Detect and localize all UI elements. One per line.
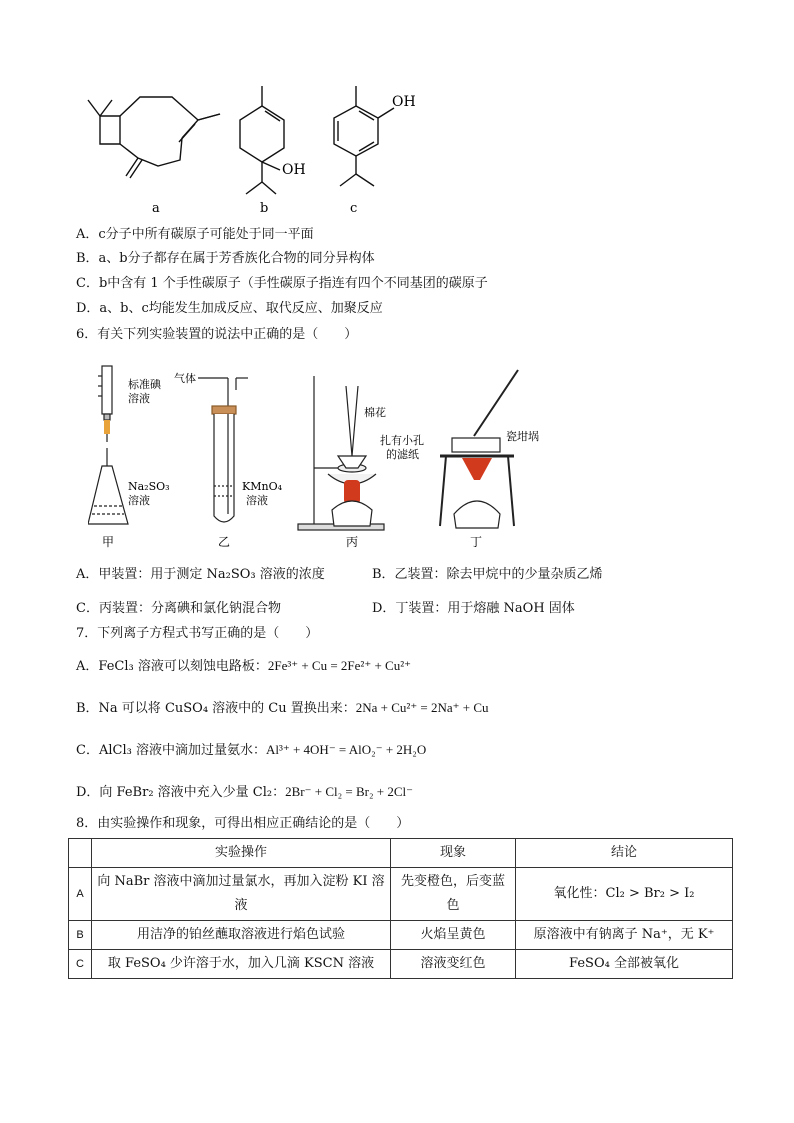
q5-option-d: D．a、b、c均能发生加成反应、取代反应、加聚反应 [76,301,383,316]
molecule-c [334,86,394,186]
row-label: A [69,868,92,921]
q7-option-c [76,741,426,760]
q7-option-d-text: D．向 FeBr₂ 溶液中充入少量 Cl₂： [76,785,286,800]
q6-option-d: D．丁装置：用于熔融 NaOH 固体 [372,601,575,616]
q7-option-b-text: B．Na 可以将 CuSO₄ 溶液中的 Cu 置换出来： [76,701,356,716]
q7-stem: 7．下列离子方程式书写正确的是（ ） [76,626,319,641]
row-phenomenon: 先变橙色，后变蓝色 [391,868,516,921]
q7-option-d-equation: 2Br⁻ + Cl₂ = Br₂ + 2Cl⁻ [285,784,413,799]
molecule-b [240,86,284,194]
q6-option-c: C．丙装置：分离碘和氯化钠混合物 [76,601,281,616]
q8-stem: 8．由实验操作和现象，可得出相应正确结论的是（ ） [76,816,410,831]
row-conclusion: 氧化性：Cl₂ > Br₂ > I₂ [516,868,733,921]
table-row [69,921,733,950]
jia-flask-label2: 溶液 [128,494,150,507]
q5-structures-figure [70,80,430,220]
apparatus-yi [198,378,248,522]
header-phenomenon: 现象 [391,839,516,868]
q7-option-b-equation: 2Na + Cu²⁺ = 2Na⁺ + Cu [355,700,489,715]
q6-apparatus-figure [88,356,548,552]
row-operation: 取 FeSO₄ 少许溶于水，加入几滴 KSCN 溶液 [92,950,391,979]
caption-ding: 丁 [470,535,483,549]
header-label [69,839,92,868]
oh-label-c: OH [392,94,416,110]
row-phenomenon: 火焰呈黄色 [391,921,516,950]
apparatus-ding [440,370,518,528]
jia-flask-label1: Na₂SO₃ [128,480,170,493]
label-c: c [350,201,358,216]
q5-option-a: A．c分子中所有碳原子可能处于同一平面 [76,227,314,242]
row-label: B [69,921,92,950]
row-conclusion: FeSO₄ 全部被氧化 [516,950,733,979]
jia-label-line1: 标准碘 [128,378,161,391]
caption-bing: 丙 [346,535,359,549]
ding-crucible-label: 瓷坩埚 [506,430,539,443]
jia-label-line2: 溶液 [128,392,150,405]
apparatus-jia [88,366,128,524]
yi-sol-label1: KMnO₄ [242,480,282,493]
row-operation: 向 NaBr 溶液中滴加过量氯水，再加入淀粉 KI 溶液 [92,868,391,921]
row-conclusion: 原溶液中有钠离子 Na⁺，无 K⁺ [516,921,733,950]
apparatus-bing [298,376,384,530]
bing-cotton-label: 棉花 [364,406,386,419]
table-row [69,868,733,921]
header-operation: 实验操作 [92,839,391,868]
row-phenomenon: 溶液变红色 [391,950,516,979]
row-label: C [69,950,92,979]
label-b: b [260,201,269,216]
caption-yi: 乙 [218,535,231,549]
oh-label-b: OH [282,162,306,178]
q7-option-a-equation: 2Fe³⁺ + Cu = 2Fe²⁺ + Cu²⁺ [267,658,411,673]
label-a: a [152,201,160,216]
q7-option-c-equation: Al³⁺ + 4OH⁻ = AlO₂⁻ + 2H₂O [265,742,427,757]
q6-option-a: A．甲装置：用于测定 Na₂SO₃ 溶液的浓度 [76,567,325,582]
yi-sol-label2: 溶液 [246,494,268,507]
table-row [69,950,733,979]
header-conclusion: 结论 [516,839,733,868]
q7-option-c-text: C．AlCl₃ 溶液中滴加过量氨水： [76,743,266,758]
q7-option-a-text: A．FeCl₃ 溶液可以刻蚀电路板： [76,659,268,674]
q7-option-d [76,783,413,802]
q6-option-b: B．乙装置：除去甲烷中的少量杂质乙烯 [372,567,603,582]
q7-option-a [76,657,411,676]
q7-option-b [76,699,489,718]
q6-stem: 6．有关下列实验装置的说法中正确的是（ ） [76,327,358,342]
caption-jia: 甲 [102,535,115,549]
yi-gas-label: 气体 [174,372,196,385]
bing-paper-label2: 的滤纸 [386,448,419,461]
table-header-row [69,839,733,868]
bing-paper-label1: 扎有小孔 [380,434,424,447]
row-operation: 用洁净的铂丝蘸取溶液进行焰色试验 [92,921,391,950]
q5-option-c: C．b中含有 1 个手性碳原子（手性碳原子指连有四个不同基团的碳原子 [76,276,488,291]
q5-option-b: B．a、b分子都存在属于芳香族化合物的同分异构体 [76,251,375,266]
q8-table [68,838,733,979]
molecule-a [88,97,220,178]
